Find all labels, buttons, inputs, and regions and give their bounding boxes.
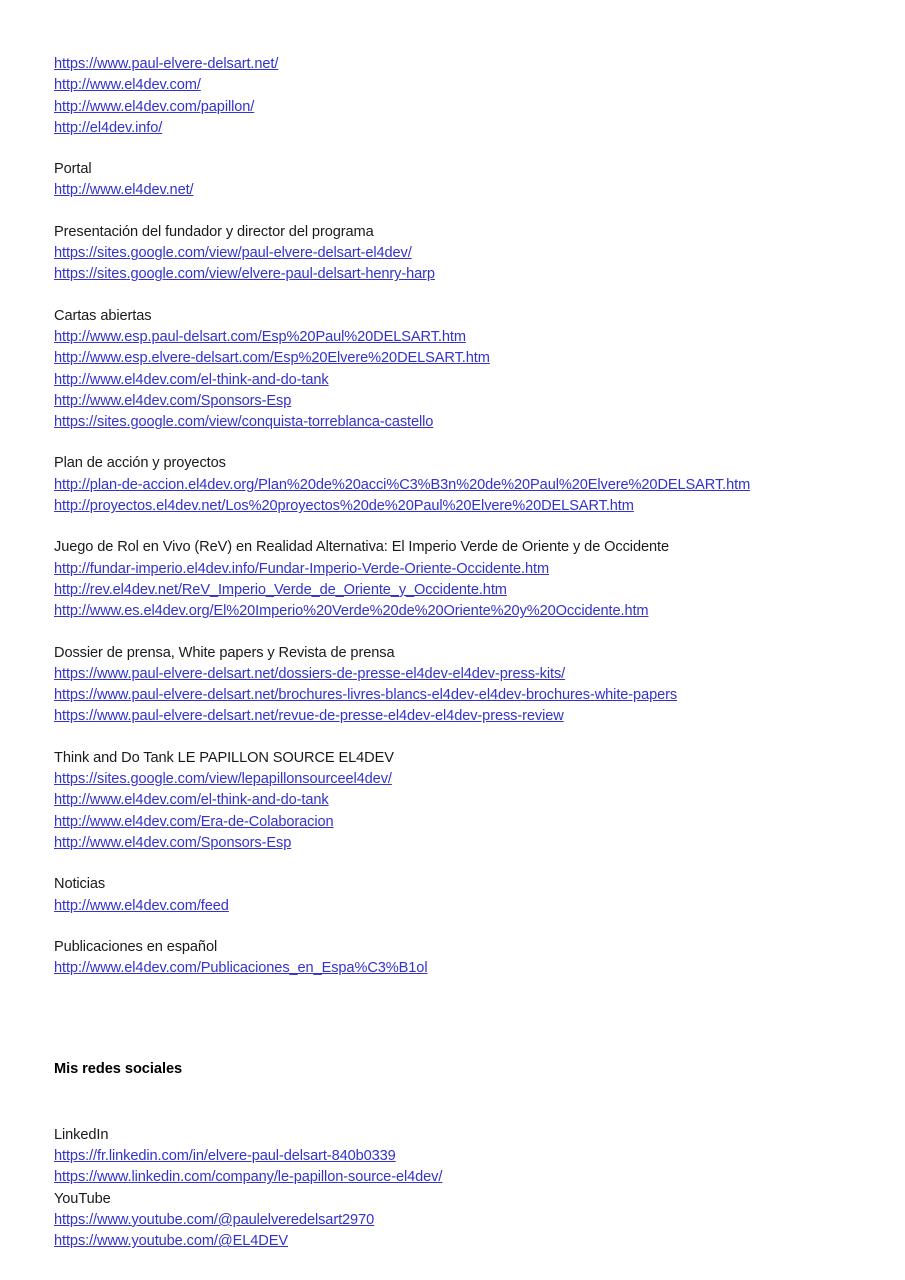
link-row xyxy=(54,769,865,790)
hyperlink[interactable]: https://sites.google.com/view/elvere-paul-delsart-henry-harp xyxy=(54,266,435,283)
hyperlink[interactable]: http://www.esp.paul-delsart.com/Esp%20Paul%20DELSART.htm xyxy=(54,328,466,345)
social-group xyxy=(54,1189,865,1253)
section-heading: Dossier de prensa, White papers y Revista de prensa xyxy=(54,644,395,661)
social-section-heading: Mis redes sociales xyxy=(54,1061,183,1078)
section-heading: Think and Do Tank LE PAPILLON SOURCE EL4DEV xyxy=(54,749,394,766)
hyperlink[interactable]: https://www.linkedin.com/company/le-papillon-source-el4dev/ xyxy=(54,1169,443,1186)
link-section xyxy=(54,937,865,980)
hyperlink[interactable]: http://fundar-imperio.el4dev.info/Fundar-Imperio-Verde-Oriente-Occidente.htm xyxy=(54,560,550,577)
link-section xyxy=(54,159,865,202)
social-heading-gap xyxy=(54,1081,865,1125)
link-row xyxy=(54,54,865,75)
hyperlink[interactable]: https://sites.google.com/view/paul-elvere-delsart-el4dev/ xyxy=(54,245,412,262)
link-row xyxy=(54,243,865,264)
hyperlink[interactable]: http://proyectos.el4dev.net/Los%20proyectos%20de%20Paul%20Elvere%20DELSART.htm xyxy=(54,498,634,515)
link-row xyxy=(54,75,865,96)
hyperlink[interactable]: http://rev.el4dev.net/ReV_Imperio_Verde_de_Oriente_y_Occidente.htm xyxy=(54,581,507,598)
link-row xyxy=(54,706,865,727)
link-row xyxy=(54,1167,865,1188)
hyperlink[interactable]: http://el4dev.info/ xyxy=(54,119,163,136)
social-groups xyxy=(54,1125,865,1253)
hyperlink[interactable]: https://www.paul-elvere-delsart.net/ xyxy=(54,56,279,72)
section-heading: Presentación del fundador y director del programa xyxy=(54,223,374,240)
link-row xyxy=(54,412,865,433)
link-section xyxy=(54,306,865,434)
hyperlink[interactable]: https://www.youtube.com/@EL4DEV xyxy=(54,1233,288,1250)
link-row xyxy=(54,812,865,833)
hyperlink[interactable]: http://www.el4dev.com/Sponsors-Esp xyxy=(54,834,292,851)
hyperlink[interactable]: http://www.el4dev.com/el-think-and-do-tank xyxy=(54,792,329,809)
hyperlink[interactable]: https://www.paul-elvere-delsart.net/brochures-livres-blancs-el4dev-el4dev-brochures-white-papers xyxy=(54,687,678,704)
hyperlink[interactable]: http://www.el4dev.com/papillon/ xyxy=(54,98,255,115)
hyperlink[interactable]: http://www.el4dev.com/Era-de-Colaboracion xyxy=(54,813,334,830)
hyperlink[interactable]: https://fr.linkedin.com/in/elvere-paul-delsart-840b0339 xyxy=(54,1147,396,1164)
hyperlink[interactable]: http://www.el4dev.net/ xyxy=(54,182,194,199)
link-row xyxy=(54,496,865,517)
hyperlink[interactable]: http://www.el4dev.com/Sponsors-Esp xyxy=(54,392,292,409)
link-row xyxy=(54,370,865,391)
link-row xyxy=(54,790,865,811)
link-sections xyxy=(54,54,865,979)
social-network-label: YouTube xyxy=(54,1190,111,1207)
link-row xyxy=(54,475,865,496)
hyperlink[interactable]: https://www.youtube.com/@paulelveredelsart2970 xyxy=(54,1211,375,1228)
link-section xyxy=(54,222,865,286)
link-row xyxy=(54,1146,865,1167)
social-network-label: LinkedIn xyxy=(54,1126,109,1143)
link-section xyxy=(54,453,865,517)
link-row xyxy=(54,264,865,285)
link-row xyxy=(54,391,865,412)
hyperlink[interactable]: https://www.paul-elvere-delsart.net/dossiers-de-presse-el4dev-el4dev-press-kits/ xyxy=(54,665,566,682)
link-row xyxy=(54,833,865,854)
link-row xyxy=(54,97,865,118)
hyperlink[interactable]: http://plan-de-accion.el4dev.org/Plan%20de%20acci%C3%B3n%20de%20Paul%20Elvere%20DELSART.htm xyxy=(54,476,751,493)
link-row xyxy=(54,348,865,369)
hyperlink[interactable]: https://www.paul-elvere-delsart.net/revue-de-presse-el4dev-el4dev-press-review xyxy=(54,708,564,725)
link-row xyxy=(54,180,865,201)
hyperlink[interactable]: http://www.el4dev.com/ xyxy=(54,77,201,94)
section-heading: Juego de Rol en Vivo (ReV) en Realidad Alternativa: El Imperio Verde de Oriente y de Occidente xyxy=(54,539,669,556)
section-heading: Publicaciones en español xyxy=(54,938,218,955)
section-heading: Cartas abiertas xyxy=(54,307,152,324)
link-row xyxy=(54,685,865,706)
link-row xyxy=(54,664,865,685)
link-section xyxy=(54,643,865,728)
link-row xyxy=(54,1210,865,1231)
hyperlink[interactable]: https://sites.google.com/view/lepapillonsourceel4dev/ xyxy=(54,771,392,788)
link-row xyxy=(54,896,865,917)
hyperlink[interactable]: http://www.esp.elvere-delsart.com/Esp%20Elvere%20DELSART.htm xyxy=(54,350,490,367)
section-gap-before-social xyxy=(54,999,865,1059)
link-row xyxy=(54,958,865,979)
link-section xyxy=(54,54,865,139)
link-section xyxy=(54,537,865,622)
hyperlink[interactable]: http://www.el4dev.com/el-think-and-do-tank xyxy=(54,371,329,388)
link-row xyxy=(54,580,865,601)
section-heading: Noticias xyxy=(54,876,106,893)
link-row xyxy=(54,327,865,348)
link-section xyxy=(54,748,865,854)
link-row xyxy=(54,1231,865,1252)
hyperlink[interactable]: http://www.el4dev.com/feed xyxy=(54,897,229,914)
link-row xyxy=(54,601,865,622)
hyperlink[interactable]: http://www.el4dev.com/Publicaciones_en_Espa%C3%B1ol xyxy=(54,960,428,977)
hyperlink[interactable]: https://sites.google.com/view/conquista-torreblanca-castello xyxy=(54,414,434,431)
link-row xyxy=(54,118,865,139)
section-heading: Portal xyxy=(54,161,92,178)
social-group xyxy=(54,1125,865,1189)
section-heading: Plan de acción y proyectos xyxy=(54,455,226,472)
link-section xyxy=(54,874,865,917)
hyperlink[interactable]: http://www.es.el4dev.org/El%20Imperio%20Verde%20de%20Oriente%20y%20Occidente.htm xyxy=(54,603,649,620)
link-row xyxy=(54,559,865,580)
